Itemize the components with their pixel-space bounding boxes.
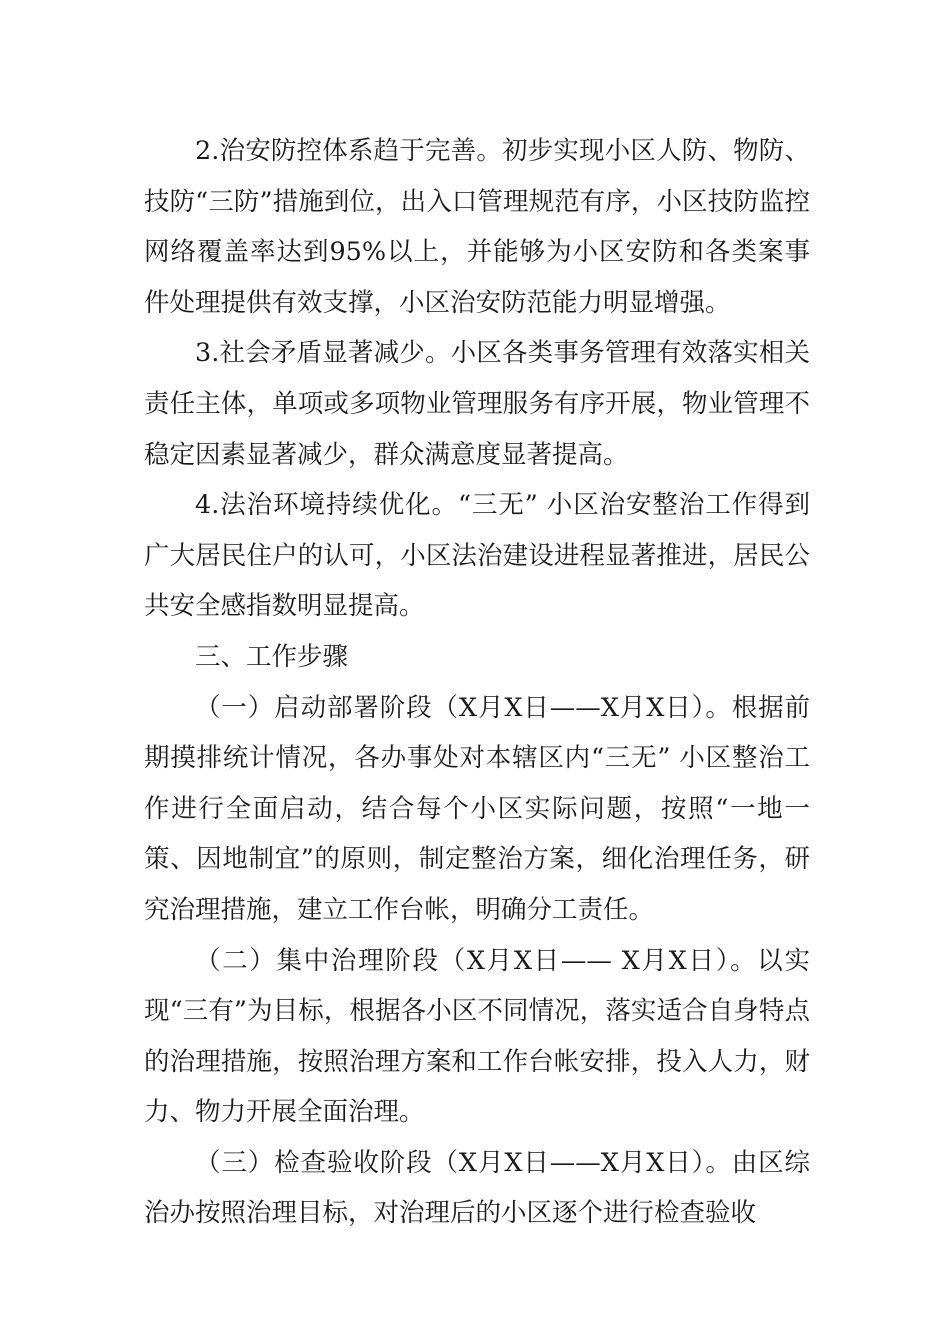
section-heading-work-steps: 三、工作步骤 [195,641,349,672]
paragraph-step-governance: （二）集中治理阶段（X月X日—— X月X日）。以实现“三有”为目标，根据各小区不同情况，落实适合自身特点的治理措施，按照治理方案和工作台帐安排，投入人力，财力、物力开展全面治理。 [144,945,810,1128]
paragraph-step-launch: （一）启动部署阶段（X月X日——X月X日）。根据前期摸排统计情况，各办事处对本辖区内“三无” 小区整治工作进行全面启动，结合每个小区实际问题，按照“一地一策、因地制宜”的原则，制定整治方案，细化治理任务，研究治理措施，建立工作台帐，明确分工责任。 [144,692,810,925]
paragraph-legal-environment: 4.法治环境持续优化。“三无” 小区治安整治工作得到广大居民住户的认可，小区法治建设进程显著推进，居民公共安全感指数明显提高。 [144,490,810,622]
paragraph-step-inspection: （三）检查验收阶段（X月X日——X月X日）。由区综治办按照治理目标，对治理后的小区逐个进行检查验收 [144,1147,810,1229]
paragraph-security-system: 2.治安防控体系趋于完善。初步实现小区人防、物防、技防“三防”措施到位，出入口管理规范有序，小区技防监控网络覆盖率达到95%以上，并能够为小区安防和各类案事件处理提供有效支撑，小区治安防范能力明显增强。 [144,136,810,318]
paragraph-social-conflicts: 3.社会矛盾显著减少。小区各类事务管理有效落实相关责任主体，单项或多项物业管理服务有序开展，物业管理不稳定因素显著减少，群众满意度显著提高。 [144,338,810,470]
document-body [144,126,810,1239]
